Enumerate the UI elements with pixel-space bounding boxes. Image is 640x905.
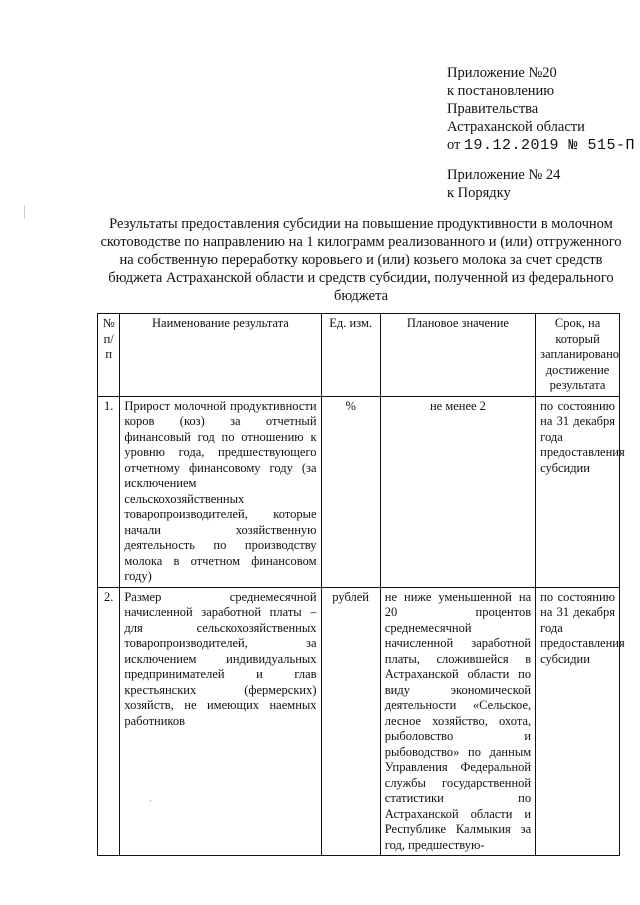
- row-unit: %: [321, 396, 380, 587]
- document-title: Результаты предоставления субсидии на повышение продуктивности в молочном скотоводстве по направлению на 1 килограмм реализованного и (или) отгруженного на собственную переработку коровьего и (или) козьего молока за счет средств бюджета Астраханской области и средств субсидии, полученной из федерального бюджета: [100, 216, 622, 304]
- appendix2-number: Приложение № 24: [447, 167, 561, 183]
- appendix-number: Приложение №20: [447, 65, 557, 81]
- table-row: [98, 396, 620, 587]
- table-header-row: [98, 314, 620, 397]
- appendix2-line2: к Порядку: [447, 185, 511, 201]
- appendix-header: [447, 64, 635, 155]
- row-date: по состоянию на 31 декабря года предоставления субсидии: [536, 587, 620, 856]
- header-num: № п/п: [98, 314, 120, 397]
- table-row: [98, 587, 620, 856]
- appendix-date: [447, 136, 635, 155]
- row-num: 1.: [98, 396, 120, 587]
- date-value: 19.12.2019 № 515-П: [464, 137, 636, 154]
- header-date: Срок, на который запланировано достижение результата: [536, 314, 620, 397]
- appendix-header-2: [447, 166, 560, 202]
- row-date: по состоянию на 31 декабря года предоставления субсидии: [536, 396, 620, 587]
- margin-mark: [24, 205, 25, 219]
- header-unit: Ед. изм.: [321, 314, 380, 397]
- row-name: Прирост молочной продуктивности коров (коз) за отчетный финансовый год по отношению к уровню года, предшествующего отчетному финансовому году (за исключением сельскохозяйственных товаропроизводителей, которые начали хозяйственную деятельность по производству молока в отчетном финансовом году): [120, 396, 321, 587]
- row-unit: рублей: [321, 587, 380, 856]
- header-name: Наименование результата: [120, 314, 321, 397]
- appendix-line2: к постановлению: [447, 83, 555, 99]
- scan-speck: ·: [149, 796, 152, 806]
- results-table: [97, 313, 625, 856]
- row-plan: не ниже уменьшенной на 20 процентов среднемесячной начисленной заработной платы, сложившейся в Астраханской области по виду экономической деятельности «Сельское, лесное хозяйство, охота, рыболовство и рыбоводство» по данным Управления Федеральной службы государственной статистики по Астраханской области и Республике Калмыкия за год, предшествую-: [380, 587, 535, 856]
- date-prefix: от: [447, 137, 461, 153]
- header-plan: Плановое значение: [380, 314, 535, 397]
- appendix-line3: Правительства: [447, 101, 539, 117]
- appendix-line4: Астраханской области: [447, 119, 585, 135]
- row-plan: не менее 2: [380, 396, 535, 587]
- row-name: Размер среднемесячной начисленной заработной платы – для сельскохозяйственных товаропроизводителей, за исключением индивидуальных предпринимателей и глав крестьянских (фермерских) хозяйств, не имеющих наемных работников: [120, 587, 321, 856]
- row-num: 2.: [98, 587, 120, 856]
